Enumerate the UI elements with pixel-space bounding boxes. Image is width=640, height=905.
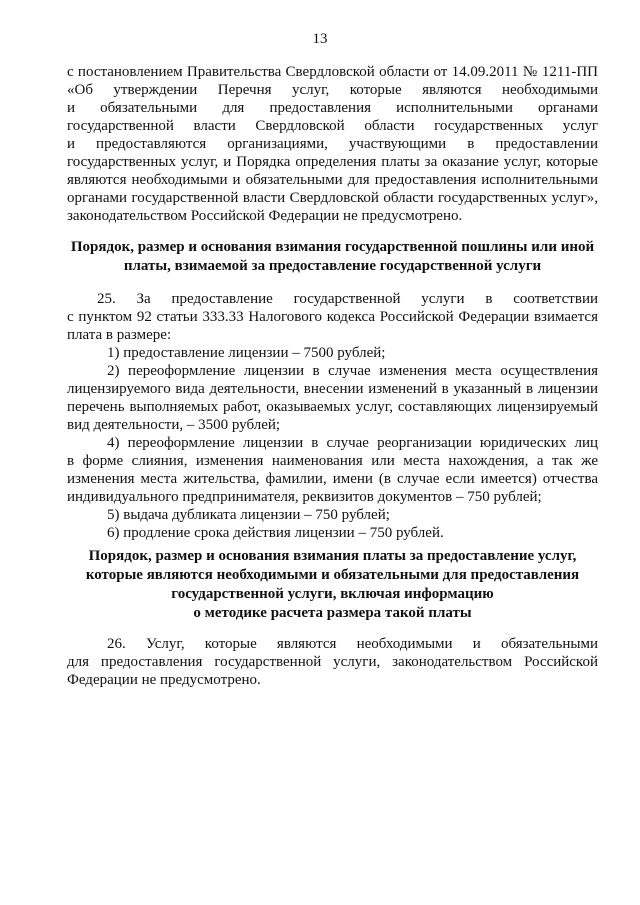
list-item-cont: лицензируемого вида деятельности, внесении изменений в указанный в лицензии [67,381,598,397]
list-item: 6) продление срока действия лицензии – 750 рублей. [107,525,444,541]
paragraph-26-line: для предоставления государственной услуги, законодательством Российской [67,654,598,670]
list-item: 4) переоформление лицензии в случае реорганизации юридических лиц [107,435,598,451]
list-item: 2) переоформление лицензии в случае изменения места осуществления [107,363,598,379]
paragraph-25-line: плата в размере: [67,327,172,343]
intro-line: и предоставляются организациями, участвующими в предоставлении [67,136,598,152]
intro-line: государственной власти Свердловской области государственных услуг [67,118,598,134]
section-heading: о методике расчета размера такой платы [193,605,472,621]
section-heading: Порядок, размер и основания взимания государственной пошлины или иной [70,239,595,255]
list-item-cont: вид деятельности, – 3500 рублей; [67,417,281,433]
list-item-cont: перечень выполняемых работ, оказываемых услуг, составляющих лицензируемый [67,399,598,415]
list-item-cont: изменения места жительства, фамилии, имени (в случае если имеется) отчества [67,471,598,487]
list-item: 1) предоставление лицензии – 7500 рублей; [107,345,386,361]
section-heading: Порядок, размер и основания взимания платы за предоставление услуг, [88,548,577,564]
intro-line: являются необходимыми и обязательными для предоставления исполнительными [67,172,598,188]
paragraph-26-line: Федерации не предусмотрено. [67,672,261,688]
paragraph-26-line: 26. Услуг, которые являются необходимыми и обязательными [107,636,598,652]
page-number: 13 [312,31,328,47]
list-item-cont: в форме слияния, изменения наименования или места нахождения, а так же [67,453,598,469]
paragraph-25-line: с пунктом 92 статьи 333.33 Налогового кодекса Российской Федерации взимается [67,309,598,325]
paragraph-25-line: 25. За предоставление государственной услуги в соответствии [97,291,598,307]
list-item-cont: индивидуального предпринимателя, реквизитов документов – 750 рублей; [67,489,542,505]
intro-line: с постановлением Правительства Свердловской области от 14.09.2011 № 1211-ПП [67,64,598,80]
section-heading: которые являются необходимыми и обязательными для предоставления [85,567,580,583]
intro-line: и обязательными для предоставления исполнительными органами [67,100,598,116]
intro-line: законодательством Российской Федерации не предусмотрено. [67,208,463,224]
list-item: 5) выдача дубликата лицензии – 750 рублей; [107,507,390,523]
section-heading: платы, взимаемой за предоставление государственной услуги [123,258,542,274]
intro-line: органами государственной власти Свердловской области государственных услуг», [67,190,598,206]
intro-line: «Об утверждении Перечня услуг, которые являются необходимыми [67,82,598,98]
section-heading: государственной услуги, включая информацию [171,586,494,602]
intro-line: государственных услуг, и Порядка определения платы за оказание услуг, которые [67,154,598,170]
